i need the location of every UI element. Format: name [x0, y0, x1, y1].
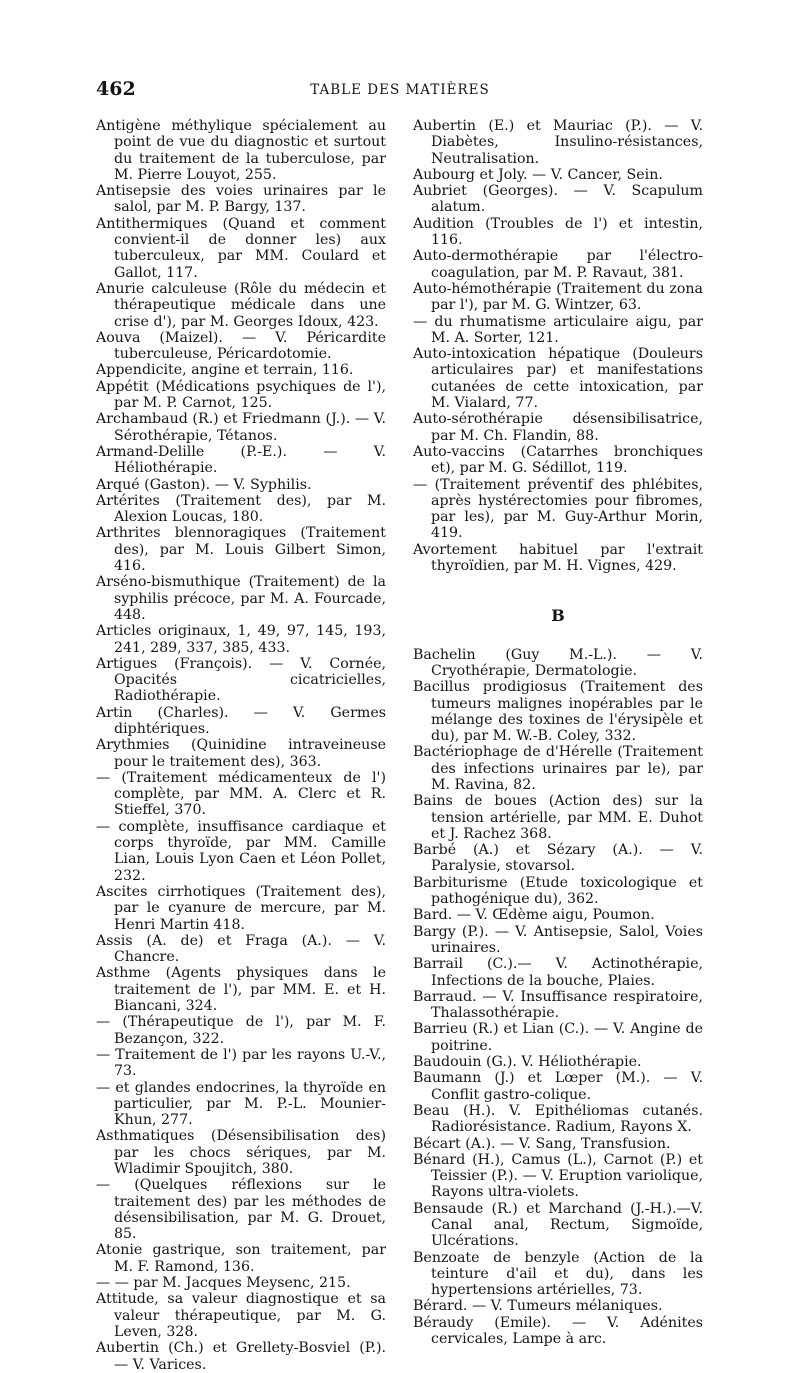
index-entry: — (Traitement préventif des phlébites, après hystérectomies pour fibromes, par les), par M. Guy-Arthur Morin, 419. [413, 476, 703, 542]
index-entry: Barbé (A.) et Sézary (A.). — V. Paralysie, stovarsol. [413, 842, 703, 875]
page-header [0, 78, 800, 104]
index-entry: Attitude, sa valeur diagnostique et sa valeur thérapeutique, par M. G. Leven, 328. [96, 1291, 386, 1340]
index-entry: Arséno-bismuthique (Traitement) de la syphilis précoce, par M. A. Fourcade, 448. [96, 574, 386, 623]
index-entry: Bactériophage de d'Hérelle (Traitement des infections urinaires par le), par M. Ravina, 82. [413, 744, 703, 793]
index-entry: Beau (H.). V. Epithéliomas cutanés. Radiorésistance. Radium, Rayons X. [413, 1102, 703, 1136]
index-entry: Auto-sérothérapie désensibilisatrice, par M. Ch. Flandin, 88. [413, 411, 703, 444]
index-entry: Bérard. — V. Tumeurs mélaniques. [413, 1298, 663, 1315]
index-entry: Bargy (P.). — V. Antisepsie, Salol, Voies urinaires. [413, 923, 703, 956]
index-entry: Asthme (Agents physiques dans le traitement de l'), par MM. E. et H. Biancani, 324. [96, 965, 386, 1015]
index-entry: Archambaud (R.) et Friedmann (J.). — V. Sérothérapie, Tétanos. [96, 411, 386, 444]
index-entry: Artin (Charles). — V. Germes diphtériques. [96, 704, 386, 737]
index-entry: Baumann (J.) et Lœper (M.). — V. Conflit gastro-colique. [413, 1070, 703, 1103]
index-entry: — (Traitement médicamenteux de l') complète, par MM. A. Clerc et R. Stieffel, 370. [96, 769, 386, 819]
index-entry: Bécart (A.). — V. Sang, Transfusion. [413, 1135, 671, 1152]
index-entry: Aubertin (Ch.) et Grellety-Bosviel (P.). — V. Varices. [96, 1340, 386, 1373]
index-entry: Asthmatiques (Désensibilisation des) par les chocs sériques, par M. Wladimir Spoujitch, 380. [96, 1128, 386, 1177]
index-entry: Articles originaux, 1, 49, 97, 145, 193, 241, 289, 337, 385, 433. [96, 623, 386, 656]
index-entry: — Traitement de l') par les rayons U.-V., 73. [96, 1046, 386, 1080]
index-entry: Auto-vaccins (Catarrhes bronchiques et), par M. G. Sédillot, 119. [413, 443, 703, 477]
index-entry: Barrieu (R.) et Lian (C.). — V. Angine de poitrine. [413, 1021, 703, 1054]
index-entry: Assis (A. de) et Fraga (A.). — V. Chancre. [96, 932, 386, 966]
index-entry: — (Quelques réflexions sur le traitement des) par les méthodes de désensibilisation, par M. G. Drouet, 85. [96, 1177, 386, 1243]
index-entry: Baudouin (G.). V. Héliothérapie. [413, 1054, 642, 1071]
index-entry: Antithermiques (Quand et comment convient-il de donner les) aux tuberculeux, par MM. Coulard et Gallot, 117. [96, 215, 386, 281]
right-column [413, 118, 703, 1347]
index-entry: Barraud. — V. Insuffisance respiratoire, Thalassothérapie. [413, 988, 703, 1022]
index-entry: Bachelin (Guy M.-L.). — V. Cryothérapie, Dermatologie. [413, 646, 703, 679]
page-number: 462 [96, 78, 136, 100]
index-entry: Auto-intoxication hépatique (Douleurs articulaires par) et manifestations cutanées de cette intoxication, par M. Vialard, 77. [413, 346, 703, 412]
index-entry: Bains de boues (Action des) sur la tension artérielle, par MM. E. Duhot et J. Rachez 368. [413, 793, 703, 842]
running-title: TABLE DES MATIÈRES [310, 82, 490, 98]
index-entry: — — par M. Jacques Meysenc, 215. [96, 1275, 351, 1292]
index-entry: Barbiturisme (Etude toxicologique et pathogénique du), 362. [413, 874, 703, 908]
index-entry: Auto-dermothérapie par l'électro-coagulation, par M. P. Ravaut, 381. [413, 248, 703, 281]
index-entry: Aubriet (Georges). — V. Scapulum alatum. [413, 183, 703, 216]
index-entry: Atonie gastrique, son traitement, par M. F. Ramond, 136. [96, 1242, 386, 1275]
index-entry: — (Thérapeutique de l'), par M. F. Bezançon, 322. [96, 1014, 386, 1047]
index-entry: Appendicite, angine et terrain, 116. [96, 362, 354, 379]
index-entry: — et glandes endocrines, la thyroïde en particulier, par M. P.-L. Mounier-Khun, 277. [96, 1079, 386, 1129]
index-entry: Barrail (C.).— V. Actinothérapie, Infections de la bouche, Plaies. [413, 956, 703, 989]
index-entry: Audition (Troubles de l') et intestin, 116. [413, 215, 703, 249]
index-entry: Arthrites blennoragiques (Traitement des), par M. Louis Gilbert Simon, 416. [96, 525, 386, 575]
index-entry: Aubourg et Joly. — V. Cancer, Sein. [413, 166, 663, 183]
index-entry: Antigène méthylique spécialement au point de vue du diagnostic et surtout du traitement de la tuberculose, par M. Pierre Louyot, 255. [96, 118, 386, 183]
index-entry: Benzoate de benzyle (Action de la teinture d'ail et du), dans les hypertensions artérielles, 73. [413, 1249, 703, 1299]
index-entry: Arqué (Gaston). — V. Syphilis. [96, 476, 312, 493]
index-entry: Aouva (Maizel). — V. Péricardite tuberculeuse, Péricardotomie. [96, 329, 386, 363]
index-entry: Anurie calculeuse (Rôle du médecin et thérapeutique médicale dans une crise d'), par M. Georges Idoux, 423. [96, 280, 386, 330]
index-entry: Antisepsie des voies urinaires par le salol, par M. P. Bargy, 137. [96, 183, 386, 216]
index-entry: — complète, insuffisance cardiaque et corps thyroïde, par MM. Camille Lian, Louis Lyon Caen et Léon Pollet, 232. [96, 818, 386, 884]
index-entry: Béraudy (Emile). — V. Adénites cervicales, Lampe à arc. [413, 1314, 703, 1348]
index-entry: Ascites cirrhotiques (Traitement des), par le cyanure de mercure, par M. Henri Martin 418. [96, 883, 386, 933]
index-entry: Bensaude (R.) et Marchand (J.-H.).—V. Canal anal, Rectum, Sigmoïde, Ulcérations. [413, 1200, 703, 1250]
index-entry: Arythmies (Quinidine intraveineuse pour le traitement des), 363. [96, 737, 386, 770]
index-entry: Artérites (Traitement des), par M. Alexion Loucas, 180. [96, 492, 386, 526]
index-entry: Appétit (Médications psychiques de l'), par M. P. Carnot, 125. [96, 378, 386, 412]
index-entry: Bénard (H.), Camus (L.), Carnot (P.) et Teissier (P.). — V. Eruption variolique, Rayons ultra-violets. [413, 1151, 703, 1201]
index-entry: Auto-hémothérapie (Traitement du zona par l'), par M. G. Wintzer, 63. [413, 280, 703, 314]
section-letter-b: B [551, 606, 565, 626]
index-entry: Avortement habituel par l'extrait thyroïdien, par M. H. Vignes, 429. [413, 541, 703, 575]
index-entry: — du rhumatisme articulaire aigu, par M. A. Sorter, 121. [413, 313, 703, 346]
left-column [96, 118, 386, 1373]
index-entry: Bard. — V. Œdème aigu, Poumon. [413, 907, 655, 924]
index-entry: Armand-Delille (P.-E.). — V. Héliothérapie. [96, 443, 386, 477]
index-entry: Artigues (François). — V. Cornée, Opacités cicatricielles, Radiothérapie. [96, 655, 386, 705]
index-entry: Aubertin (E.) et Mauriac (P.). — V. Diabètes, Insulino-résistances, Neutralisation. [413, 118, 703, 167]
index-entry: Bacillus prodigiosus (Traitement des tumeurs malignes inopérables par le mélange des toxines de l'érysipèle et du), par M. W.-B. Coley, 332. [413, 679, 703, 745]
